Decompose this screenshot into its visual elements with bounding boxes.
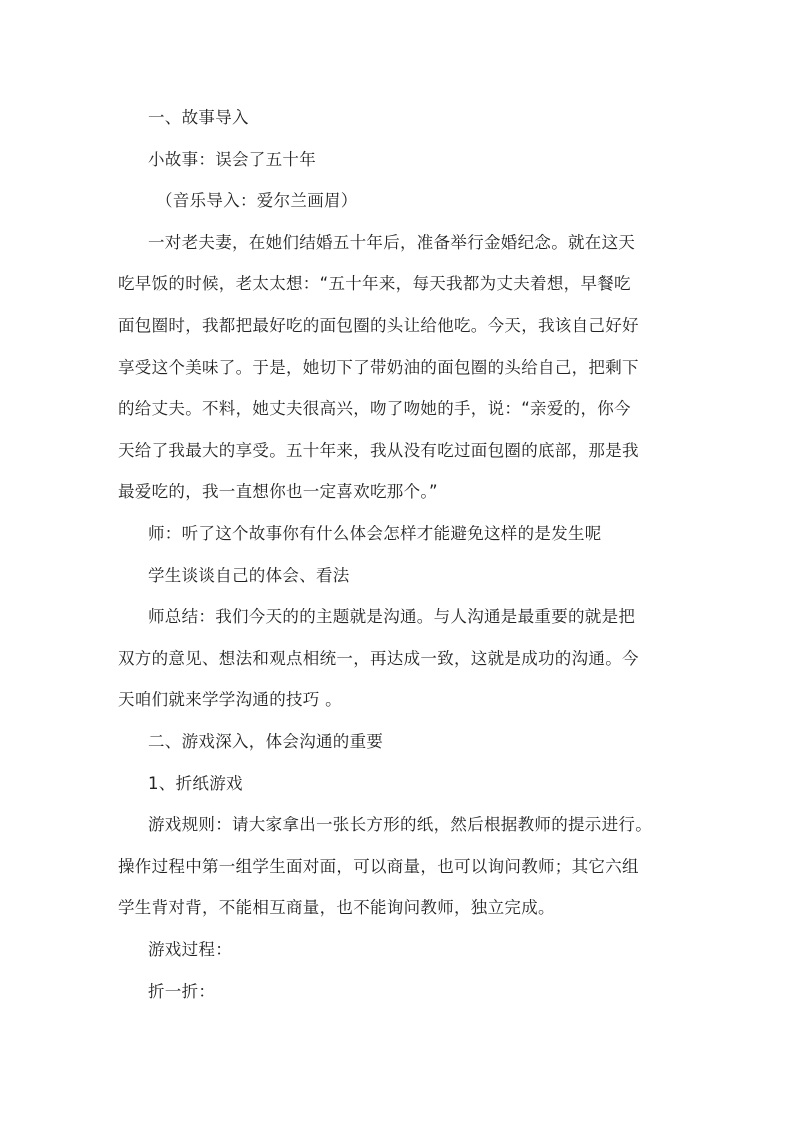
game-process-label: 游戏过程：: [148, 940, 232, 959]
story-paragraph-line: 的给丈夫。不料，她丈夫很高兴，吻了吻她的手，说：“亲爱的，你今: [118, 399, 631, 418]
rules-paragraph-line: 操作过程中第一组学生面对面，可以商量，也可以询问教师；其它六组: [118, 857, 639, 876]
teacher-question: 师：听了这个故事你有什么体会怎样才能避免这样的是发生呢: [148, 524, 602, 543]
summary-paragraph-line: 天咱们就来学学沟通的技巧 。: [118, 690, 342, 709]
music-note: （音乐导入：爱尔兰画眉）: [156, 191, 358, 210]
story-paragraph-line: 享受这个美味了。于是，她切下了带奶油的面包圈的头给自己，把剩下: [118, 358, 639, 377]
story-paragraph-line: 天给了我最大的享受。五十年来，我从没有吃过面包圈的底部，那是我: [118, 441, 639, 460]
game-subheading: 1、折纸游戏: [148, 774, 243, 793]
story-paragraph-line: 面包圈时，我都把最好吃的面包圈的头让给他吃。今天，我该自己好好: [118, 316, 639, 335]
student-discussion: 学生谈谈自己的体会、看法: [148, 566, 350, 585]
story-paragraph-line: 一对老夫妻，在她们结婚五十年后，准备举行金婚纪念。就在这天: [148, 233, 636, 252]
section-heading-game: 二、游戏深入，体会沟通的重要: [148, 732, 384, 751]
rules-paragraph-line: 学生背对背，不能相互商量，也不能询问教师，独立完成。: [118, 898, 555, 917]
fold-label: 折一折：: [148, 982, 216, 1001]
summary-paragraph-line: 双方的意见、想法和观点相统一，再达成一致，这就是成功的沟通。今: [118, 649, 639, 668]
rules-paragraph-line: 游戏规则：请大家拿出一张长方形的纸，然后根据教师的提示进行。: [148, 815, 652, 834]
story-title: 小故事：误会了五十年: [148, 150, 316, 169]
story-paragraph-line: 最爱吃的，我一直想你也一定喜欢吃那个。”: [118, 482, 438, 501]
summary-paragraph-line: 师总结：我们今天的的主题就是沟通。与人沟通是最重要的就是把: [148, 607, 636, 626]
section-heading-story: 一、故事导入: [148, 108, 249, 127]
story-paragraph-line: 吃早饭的时候，老太太想：“五十年来，每天我都为丈夫着想，早餐吃: [118, 274, 631, 293]
